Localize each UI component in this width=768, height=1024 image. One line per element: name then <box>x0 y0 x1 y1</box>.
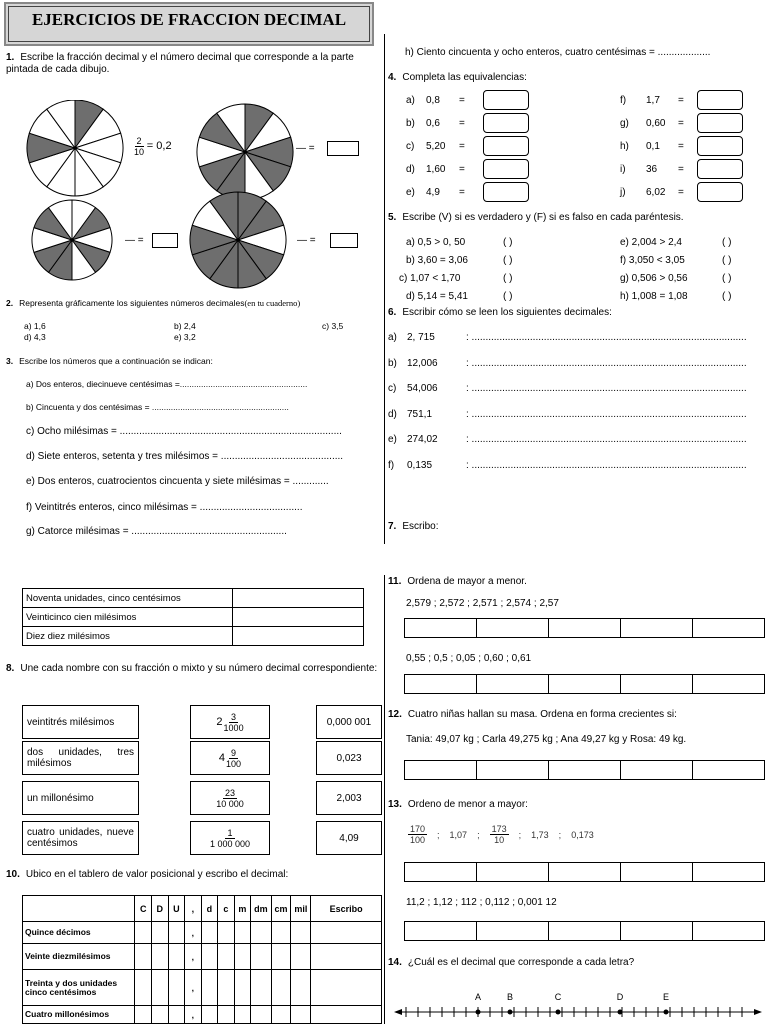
pv-cell[interactable] <box>291 922 311 944</box>
fraction: $\frac{1}{1 000 000}$ <box>209 827 251 849</box>
q7-row-label: Noventa unidades, cinco centésimos <box>23 589 233 608</box>
pv-cell[interactable] <box>218 1006 235 1024</box>
q1-answer-dash-1: — = <box>296 143 315 154</box>
pv-cell[interactable] <box>201 970 218 1006</box>
q13-answer-table-2 <box>404 921 765 941</box>
number-line-letter: E <box>662 992 670 1002</box>
number-line-letter: D <box>616 992 624 1002</box>
pv-cell[interactable] <box>135 970 152 1006</box>
q8-fraction-card[interactable] <box>190 705 270 739</box>
pv-decimal-comma: , <box>185 922 202 944</box>
pv-cell[interactable] <box>218 944 235 970</box>
table-row <box>405 863 765 882</box>
q2-item-c: c) 3,5 <box>322 321 344 331</box>
arrow-left-icon <box>394 1009 402 1015</box>
q5-paren-right: ( ) <box>722 237 732 248</box>
q4-item-value: 0,6 <box>426 118 440 129</box>
q4-answer-box[interactable] <box>483 159 529 179</box>
q4-item-letter: c) <box>406 141 415 152</box>
pv-cell[interactable] <box>201 922 218 944</box>
q5-statement-right: e) 2,004 > 2,4 <box>620 237 682 248</box>
fraction-whole: 2 <box>216 716 223 728</box>
q5-statement-left: c) 1,07 < 1,70 <box>399 273 461 284</box>
q6-item-letter: f) <box>388 459 395 471</box>
order-answer-cell[interactable] <box>477 619 549 638</box>
q4-item-letter: e) <box>406 187 415 198</box>
pv-header: mil <box>291 896 311 922</box>
column-divider-top <box>384 34 385 544</box>
pv-decimal-comma: , <box>185 944 202 970</box>
order-answer-cell[interactable] <box>549 922 621 941</box>
order-answer-cell[interactable] <box>693 675 765 694</box>
q10-place-value-table <box>22 895 382 1024</box>
order-answer-cell[interactable] <box>621 675 693 694</box>
q4-item-letter: g) <box>620 118 629 129</box>
order-answer-cell[interactable] <box>477 922 549 941</box>
q8-name-card[interactable]: cuatro unidades, nueve centésimos <box>22 821 139 855</box>
pv-cell[interactable] <box>218 970 235 1006</box>
q5-statement-left: d) 5,14 = 5,41 <box>406 291 468 302</box>
number-line-letter: C <box>554 992 562 1002</box>
pv-header: , <box>185 896 202 922</box>
q6-item-dots: : ................................................................................................... <box>466 434 747 445</box>
q4-item-value: 0,1 <box>646 141 660 152</box>
order-answer-cell[interactable] <box>477 675 549 694</box>
q4-answer-box[interactable] <box>697 90 743 110</box>
pv-cell[interactable] <box>135 922 152 944</box>
q3-item-e: e) Dos enteros, cuatrocientos cincuenta y siete milésimas = ............. <box>26 476 329 487</box>
q2-item-d: d) 4,3 <box>24 332 46 342</box>
q4-equals-sign: = <box>678 95 684 106</box>
q7-answer-cell[interactable] <box>233 608 364 627</box>
pv-row-label: Quince décimos <box>23 922 135 944</box>
q6-item-dots: : ................................................................................................... <box>466 383 747 394</box>
pv-cell[interactable] <box>234 944 251 970</box>
q1-answer-box-1[interactable] <box>327 141 359 156</box>
table-header-row <box>23 896 382 922</box>
q11-statement: 11. Ordena de mayor a menor. <box>388 576 527 587</box>
order-answer-cell[interactable] <box>477 863 549 882</box>
arrow-right-icon <box>754 1009 762 1015</box>
pv-cell[interactable] <box>251 922 271 944</box>
q1-answer-dash-2: — = <box>125 235 144 246</box>
q11-set-1: 2,579 ; 2,572 ; 2,571 ; 2,574 ; 2,57 <box>406 598 559 609</box>
q1-answer-dash-3: — = <box>297 235 316 246</box>
q5-paren-left: ( ) <box>503 237 513 248</box>
q6-item-dots: : ................................................................................................... <box>466 332 747 343</box>
q6-item-value: 12,006 <box>407 357 438 369</box>
order-answer-cell[interactable] <box>693 863 765 882</box>
q14-statement: 14. ¿Cuál es el decimal que corresponde a cada letra? <box>388 957 635 968</box>
pv-header: cm <box>271 896 291 922</box>
pv-row-label: Treinta y dos unidades cinco centésimos <box>23 970 135 1006</box>
q13-set-2: 11,2 ; 1,12 ; 112 ; 0,112 ; 0,001 12 <box>406 897 557 908</box>
q2-item-b: b) 2,4 <box>174 321 196 331</box>
q8-statement: 8. Une cada nombre con su fracción o mixto y su número decimal correspondiente: <box>6 663 378 674</box>
q5-paren-right: ( ) <box>722 255 732 266</box>
pv-cell[interactable] <box>152 970 169 1006</box>
q6-item-value: 274,02 <box>407 434 438 445</box>
q8-decimal-card[interactable]: 2,003 <box>316 781 382 815</box>
q6-item-value: 54,006 <box>407 383 438 394</box>
q4-equals-sign: = <box>459 118 465 129</box>
pv-row-label: Veinte diezmilésimos <box>23 944 135 970</box>
table-row <box>405 922 765 941</box>
table-row <box>405 761 765 780</box>
q3-item-g: g) Catorce milésimas = ........................................................ <box>26 526 287 537</box>
order-answer-cell[interactable] <box>405 761 477 780</box>
q12-statement: 12. Cuatro niñas hallan su masa. Ordena en forma crecientes si: <box>388 709 677 720</box>
q4-equals-sign: = <box>678 187 684 198</box>
pv-corner <box>23 896 135 922</box>
pv-header: dm <box>251 896 271 922</box>
pv-cell[interactable] <box>234 970 251 1006</box>
q4-item-value: 6,02 <box>646 187 666 198</box>
q8-name-card[interactable]: un millonésimo <box>22 781 139 815</box>
q2-item-a: a) 1,6 <box>24 321 46 331</box>
table-row <box>23 627 364 646</box>
q4-statement: 4. Completa las equivalencias: <box>388 72 527 83</box>
q3-item-d: d) Siete enteros, setenta y tres milésimos = ............................................ <box>26 451 344 462</box>
number-line-point <box>476 1010 481 1015</box>
q6-item-letter: a) <box>388 332 397 343</box>
q10-statement: 10. Ubico en el tablero de valor posicional y escribo el decimal: <box>6 869 289 880</box>
q8-fraction-card[interactable] <box>190 781 270 815</box>
order-answer-cell[interactable] <box>549 863 621 882</box>
order-answer-cell[interactable] <box>549 619 621 638</box>
pv-cell[interactable] <box>135 1006 152 1024</box>
table-row <box>23 970 382 1006</box>
q6-item-dots: : ................................................................................................... <box>466 408 747 420</box>
q8-fraction-card[interactable] <box>190 741 270 775</box>
q5-paren-left: ( ) <box>503 273 513 284</box>
q5-statement-left: a) 0,5 > 0, 50 <box>406 237 466 248</box>
order-answer-cell[interactable] <box>621 922 693 941</box>
q4-answer-box[interactable] <box>697 182 743 202</box>
order-answer-cell[interactable] <box>405 922 477 941</box>
q4-answer-box[interactable] <box>697 136 743 156</box>
pv-header: U <box>168 896 185 922</box>
q5-paren-left: ( ) <box>503 291 513 302</box>
q6-item-letter: e) <box>388 434 397 445</box>
table-row <box>23 589 364 608</box>
pv-cell[interactable] <box>251 1006 271 1024</box>
q2-statement: 2. Representa gráficamente los siguientes números decimales(en tu cuaderno) <box>6 298 301 308</box>
order-answer-cell[interactable] <box>621 619 693 638</box>
q8-name-card[interactable]: veintitrés milésimos <box>22 705 139 739</box>
q4-answer-box[interactable] <box>483 113 529 133</box>
number-line-letter: B <box>506 992 514 1002</box>
order-answer-cell[interactable] <box>693 619 765 638</box>
order-answer-cell[interactable] <box>693 922 765 941</box>
q12-data: Tania: 49,07 kg ; Carla 49,275 kg ; Ana 49,27 kg y Rosa: 49 kg. <box>406 734 687 745</box>
pv-cell[interactable] <box>291 970 311 1006</box>
number-line-letter: A <box>474 992 482 1002</box>
pv-cell[interactable] <box>152 922 169 944</box>
pv-decimal-comma: , <box>185 970 202 1006</box>
q11-answer-table-1 <box>404 618 765 638</box>
fraction: $\frac{9}{100}$ <box>226 747 242 769</box>
q8-decimal-card[interactable]: 0,000 001 <box>316 705 382 739</box>
q4-equals-sign: = <box>678 118 684 129</box>
q6-item-value: 751,1 <box>407 408 433 420</box>
q3-statement: 3. Escribe los números que a continuación se indican: <box>6 356 213 366</box>
pv-cell[interactable] <box>311 944 382 970</box>
pv-cell[interactable] <box>311 1006 382 1024</box>
q1-example-answer: $\frac{2}{10}$ = 0,2 <box>134 136 172 157</box>
q4-equals-sign: = <box>678 164 684 175</box>
q7-statement: 7. Escribo: <box>388 521 439 532</box>
number-line-point <box>508 1010 513 1015</box>
q4-item-value: 1,60 <box>426 164 446 175</box>
q5-paren-right: ( ) <box>722 273 732 284</box>
pv-decimal-comma: , <box>185 1006 202 1024</box>
table-row <box>23 1006 382 1024</box>
q13-statement: 13. Ordeno de menor a mayor: <box>388 799 528 810</box>
order-answer-cell[interactable] <box>477 761 549 780</box>
q5-statement-right: g) 0,506 > 0,56 <box>620 273 688 284</box>
pv-cell[interactable] <box>234 1006 251 1024</box>
order-answer-cell[interactable] <box>621 761 693 780</box>
pv-cell[interactable] <box>271 944 291 970</box>
order-answer-cell[interactable] <box>549 761 621 780</box>
q6-item-letter: c) <box>388 383 397 394</box>
worksheet-title: EJERCICIOS DE FRACCION DECIMAL <box>4 2 374 46</box>
q7-answer-cell[interactable] <box>233 589 364 608</box>
q13-answer-table-1 <box>404 862 765 882</box>
q12-answer-table <box>404 760 765 780</box>
q5-statement-left: b) 3,60 = 3,06 <box>406 255 468 266</box>
q6-item-letter: b) <box>388 357 397 369</box>
pv-cell[interactable] <box>218 922 235 944</box>
q1-answer-box-2[interactable] <box>152 233 178 248</box>
number-line-point <box>664 1010 669 1015</box>
q4-item-letter: h) <box>620 141 629 152</box>
table-row <box>405 619 765 638</box>
fraction: $\frac{3}{1000}$ <box>223 711 244 733</box>
q4-equals-sign: = <box>459 95 465 106</box>
q6-item-dots: : ................................................................................................... <box>466 459 747 471</box>
column-divider-bottom <box>384 575 385 1024</box>
pv-cell[interactable] <box>168 970 185 1006</box>
order-answer-cell[interactable] <box>693 761 765 780</box>
q4-item-letter: b) <box>406 118 415 129</box>
q4-item-value: 0,60 <box>646 118 666 129</box>
pv-cell[interactable] <box>251 970 271 1006</box>
pv-cell[interactable] <box>291 1006 311 1024</box>
table-row <box>23 944 382 970</box>
fraction-whole: 4 <box>218 752 226 764</box>
order-answer-cell[interactable] <box>621 863 693 882</box>
table-row <box>23 608 364 627</box>
pv-cell[interactable] <box>271 1006 291 1024</box>
q14-number-line <box>392 986 764 1022</box>
pv-cell[interactable] <box>311 922 382 944</box>
q4-answer-box[interactable] <box>483 136 529 156</box>
q4-equals-sign: = <box>459 164 465 175</box>
pv-cell[interactable] <box>291 944 311 970</box>
pv-cell[interactable] <box>234 922 251 944</box>
pv-cell[interactable] <box>168 944 185 970</box>
pv-cell[interactable] <box>201 944 218 970</box>
fraction: $\frac{23}{10 000}$ <box>216 787 244 809</box>
q3-item-b: b) Cincuenta y dos centésimas = .......................................................... <box>26 402 289 412</box>
q1-statement: 1. Escribe la fracción decimal y el número decimal que corresponde a la parte pintada de cada dibujo. <box>6 52 354 75</box>
q4-equals-sign: = <box>459 141 465 152</box>
q8-decimal-card[interactable]: 0,023 <box>316 741 382 775</box>
pv-cell[interactable] <box>271 970 291 1006</box>
pv-header: c <box>218 896 235 922</box>
pv-cell[interactable] <box>135 944 152 970</box>
pv-header: m <box>234 896 251 922</box>
pv-cell[interactable] <box>168 922 185 944</box>
pv-header: d <box>201 896 218 922</box>
q7-table <box>22 588 364 646</box>
q4-answer-box[interactable] <box>697 113 743 133</box>
number-line-point <box>556 1010 561 1015</box>
table-row <box>405 675 765 694</box>
q8-name-card[interactable]: dos unidades, tres milésimos <box>22 741 139 775</box>
q6-statement: 6. Escribir cómo se leen los siguientes decimales: <box>388 307 612 318</box>
order-answer-cell[interactable] <box>405 863 477 882</box>
q2-item-e: e) 3,2 <box>174 332 196 342</box>
pv-cell[interactable] <box>311 970 382 1006</box>
q4-item-value: 4,9 <box>426 187 440 198</box>
pv-cell[interactable] <box>271 922 291 944</box>
q8-fraction-card[interactable] <box>190 821 270 855</box>
q5-statement-right: h) 1,008 = 1,08 <box>620 291 688 302</box>
q6-item-letter: d) <box>388 408 397 420</box>
q4-item-value: 1,7 <box>646 95 660 106</box>
q4-item-value: 5,20 <box>426 141 446 152</box>
q5-paren-right: ( ) <box>722 291 732 302</box>
pv-row-label: Cuatro millonésimos <box>23 1006 135 1024</box>
q7-row-label: Diez diez milésimos <box>23 627 233 646</box>
q4-item-value: 0,8 <box>426 95 440 106</box>
q3-item-c: c) Ocho milésimas = ................................................................................ <box>26 426 342 437</box>
pv-cell[interactable] <box>201 1006 218 1024</box>
q4-answer-box[interactable] <box>483 90 529 110</box>
q11-set-2: 0,55 ; 0,5 ; 0,05 ; 0,60 ; 0,61 <box>406 653 532 664</box>
q5-statement: 5. Escribe (V) si es verdadero y (F) si es falso en cada paréntesis. <box>388 212 684 223</box>
q4-equals-sign: = <box>678 141 684 152</box>
q6-item-dots: : ................................................................................................... <box>466 357 747 369</box>
q6-item-value: 2, 715 <box>407 332 435 343</box>
q4-item-letter: a) <box>406 95 415 106</box>
q3-item-f: f) Veintitrés enteros, cinco milésimas = ..................................... <box>26 502 303 513</box>
q4-item-letter: j) <box>620 187 626 198</box>
q5-paren-left: ( ) <box>503 255 513 266</box>
q4-equals-sign: = <box>459 187 465 198</box>
pv-header: D <box>152 896 169 922</box>
pv-cell[interactable] <box>168 1006 185 1024</box>
order-answer-cell[interactable] <box>549 675 621 694</box>
q7-answer-cell[interactable] <box>233 627 364 646</box>
q1-pie-figures <box>20 100 380 290</box>
number-line-point <box>618 1010 623 1015</box>
q6-item-value: 0,135 <box>407 459 433 471</box>
order-answer-cell[interactable] <box>405 675 477 694</box>
q4-item-letter: f) <box>620 95 627 106</box>
pv-header: C <box>135 896 152 922</box>
pv-header: Escribo <box>311 896 382 922</box>
order-answer-cell[interactable] <box>405 619 477 638</box>
q1-answer-box-3[interactable] <box>330 233 358 248</box>
q4-item-letter: d) <box>406 164 415 175</box>
pv-cell[interactable] <box>152 1006 169 1024</box>
table-row <box>23 922 382 944</box>
q5-statement-right: f) 3,050 < 3,05 <box>620 255 685 266</box>
q13-set-1: $\frac{170}{100}$ ; 1,07 ; $\frac{173}{10}$ ; 1,73 ; 0,173 <box>410 824 594 845</box>
q4-answer-box[interactable] <box>697 159 743 179</box>
q4-item-letter: i) <box>620 164 626 175</box>
q3-item-a: a) Dos enteros, diecinueve centésimas =...................................................... <box>26 379 308 389</box>
q4-answer-box[interactable] <box>483 182 529 202</box>
pv-cell[interactable] <box>251 944 271 970</box>
q4-item-value: 36 <box>646 164 658 175</box>
q8-decimal-card[interactable]: 4,09 <box>316 821 382 855</box>
pv-cell[interactable] <box>152 944 169 970</box>
q11-answer-table-2 <box>404 674 765 694</box>
q7-row-label: Veinticinco cien milésimos <box>23 608 233 627</box>
q3-item-h: h) Ciento cincuenta y ocho enteros, cuatro centésimas = ................... <box>405 47 711 58</box>
